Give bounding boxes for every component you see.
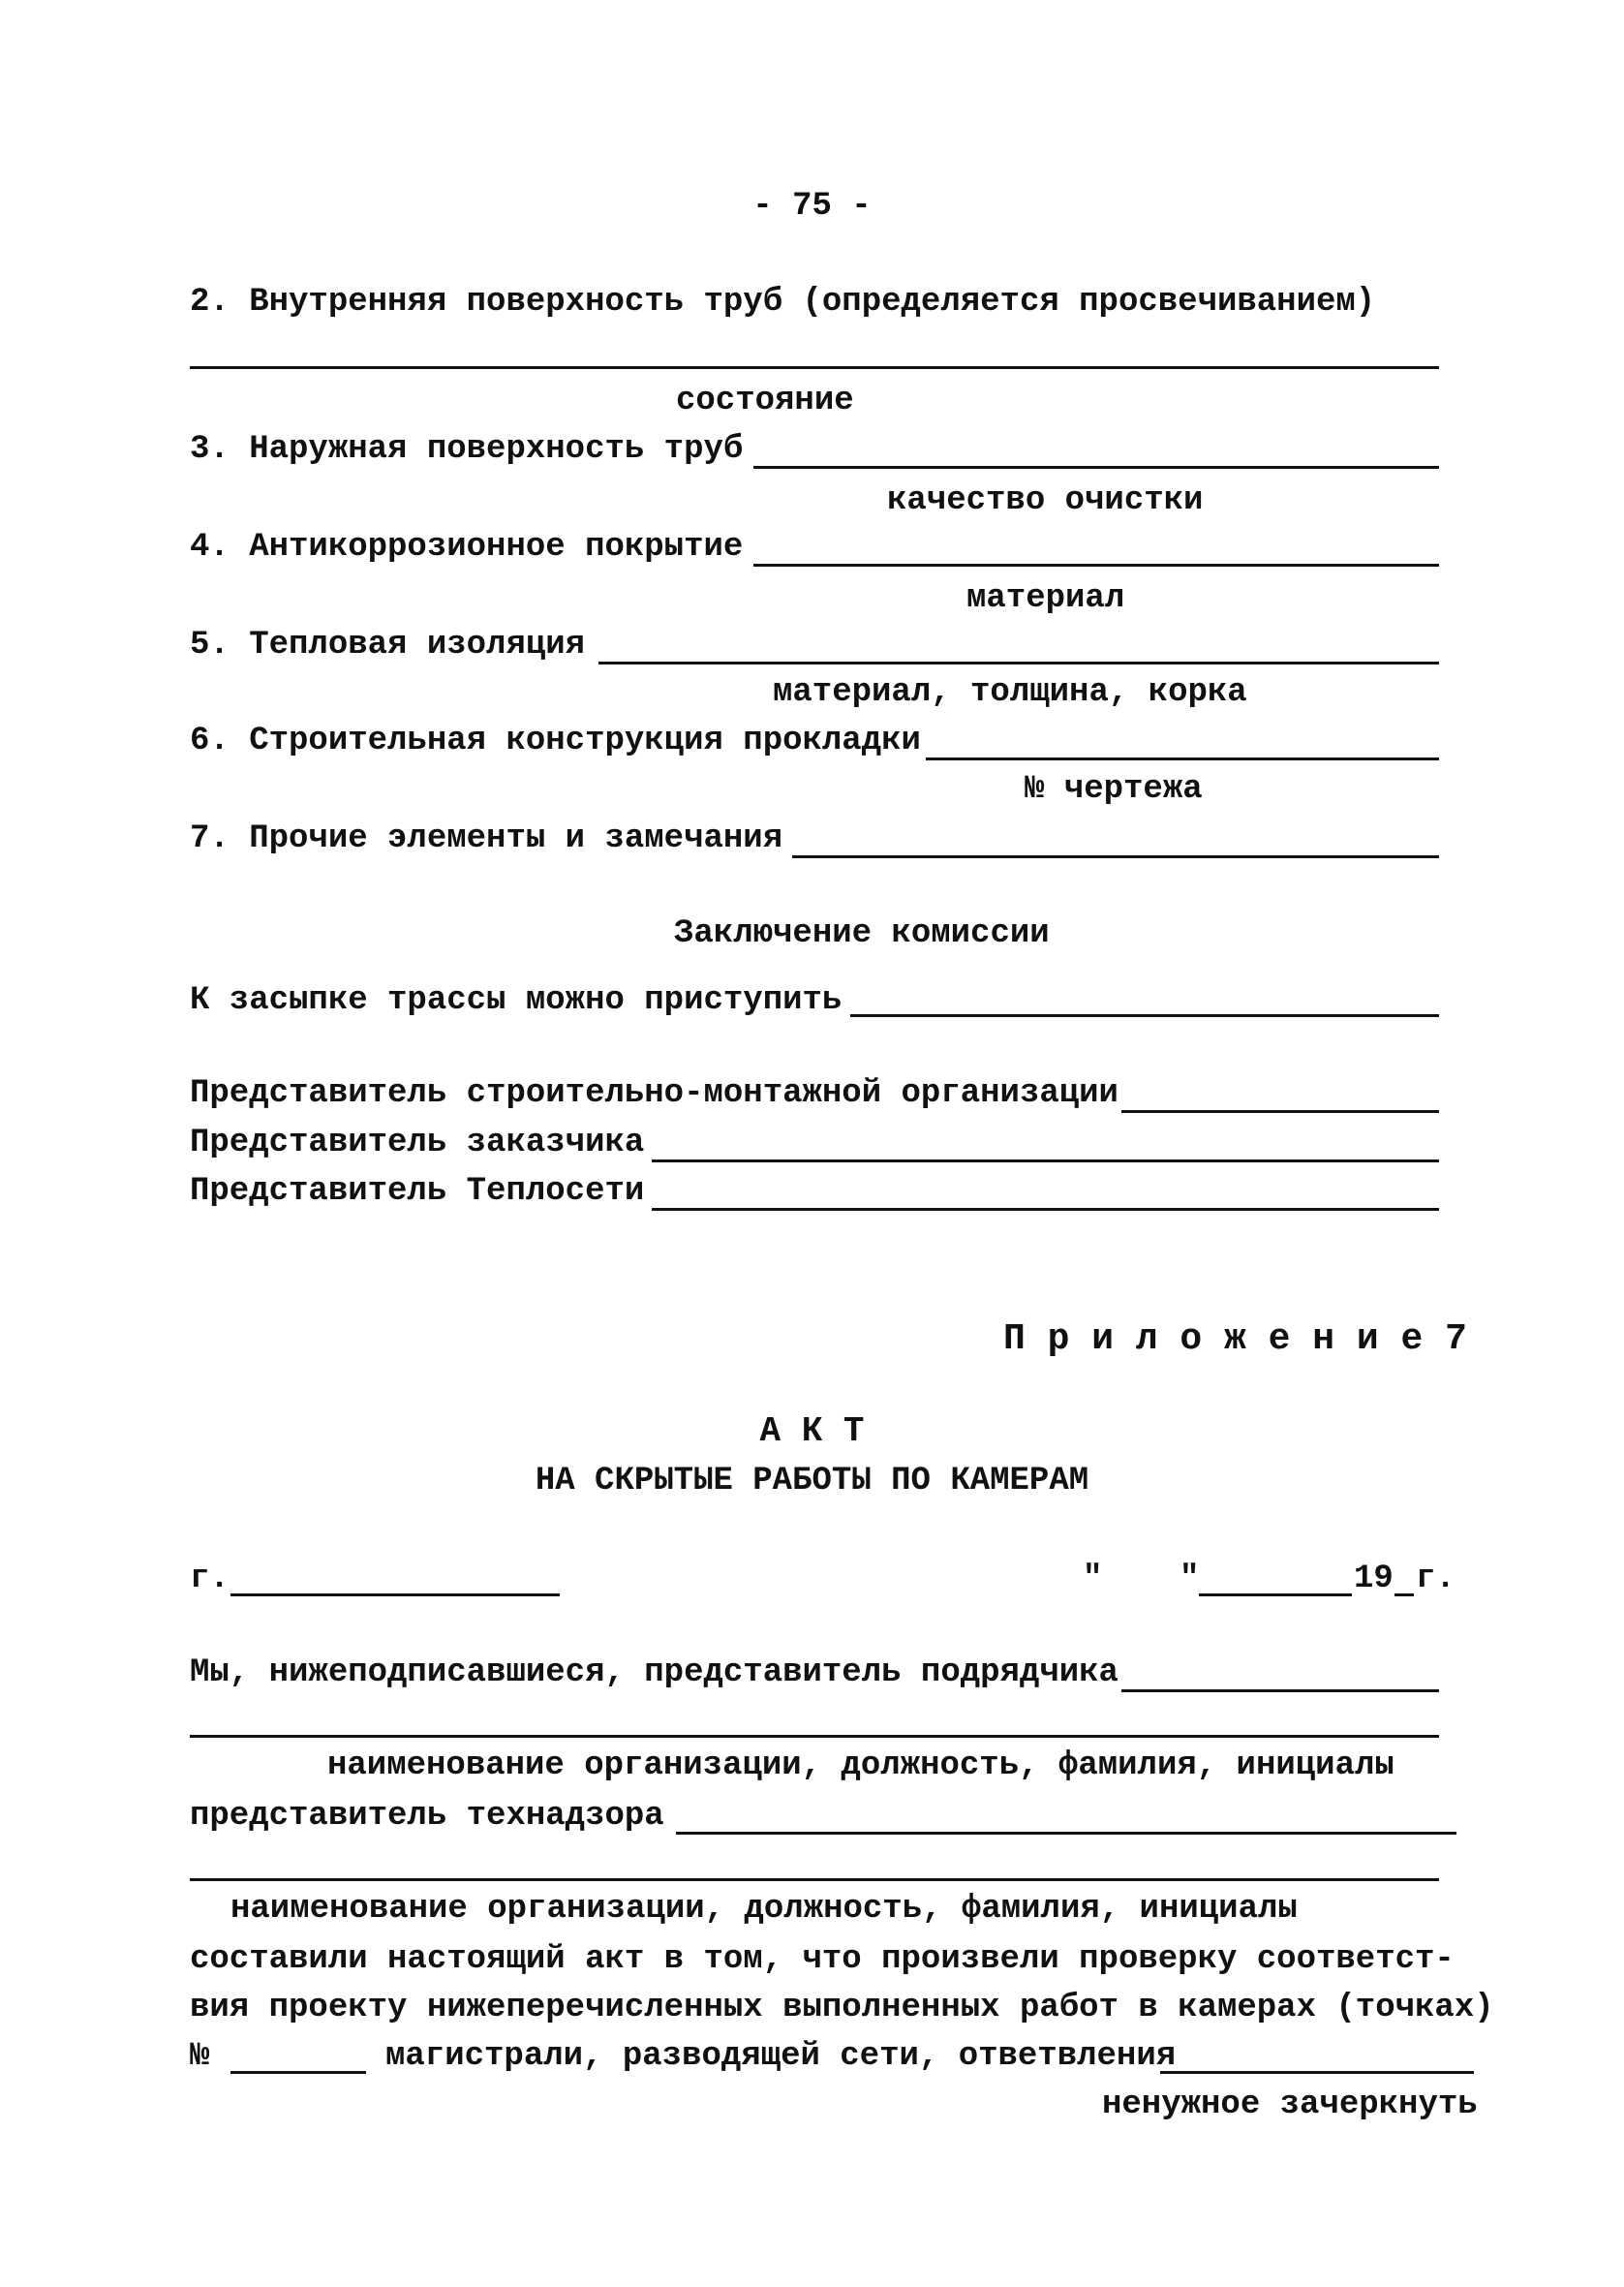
item-4-blank[interactable] xyxy=(753,564,1439,567)
caption-material: материал xyxy=(966,580,1125,617)
caption-org-1: наименование организации, должность, фамилия, инициалы xyxy=(327,1747,1394,1784)
contractor-blank-2[interactable] xyxy=(190,1735,1439,1738)
rep-heating-label: Представитель Теплосети xyxy=(190,1173,645,1210)
caption-drawing-no: № чертежа xyxy=(1025,771,1203,808)
date-quote-open: " xyxy=(1083,1561,1103,1597)
tech-supervision-blank-2[interactable] xyxy=(190,1878,1439,1881)
body-line-2: вия проекту нижеперечисленных выполненных работ в камерах (точках) xyxy=(190,1990,1494,2026)
item-3-blank[interactable] xyxy=(753,466,1439,469)
item-5-label: 5. Тепловая изоляция xyxy=(190,627,586,664)
page-number: - 75 - xyxy=(752,188,872,225)
caption-state: состояние xyxy=(676,383,854,419)
item-6-blank[interactable] xyxy=(926,757,1439,760)
item-2-label: 2. Внутренняя поверхность труб (определяется просвечиванием) xyxy=(190,284,1376,321)
year-suffix: г. xyxy=(1416,1561,1455,1597)
year-prefix: 19 xyxy=(1354,1561,1394,1597)
caption-org-2: наименование организации, должность, фамилия, инициалы xyxy=(230,1891,1298,1928)
city-blank[interactable] xyxy=(230,1593,560,1596)
item-7-label: 7. Прочие элементы и замечания xyxy=(190,820,783,857)
backfill-label: К засыпке трассы можно приступить xyxy=(190,982,843,1019)
date-quote-close: " xyxy=(1180,1561,1200,1597)
item-3-label: 3. Наружная поверхность труб xyxy=(190,431,744,468)
year-blank[interactable] xyxy=(1394,1593,1414,1596)
strike-note: ненужное зачеркнуть xyxy=(1102,2086,1478,2123)
rep-construction-label: Представитель строительно-монтажной организации xyxy=(190,1075,1118,1112)
appendix-label: П р и л о ж е н и е 7 xyxy=(1003,1318,1467,1360)
number-sign: № xyxy=(190,2038,210,2075)
tech-supervision-blank-1[interactable] xyxy=(676,1832,1456,1835)
body-line-1: составили настоящий акт в том, что произвели проверку соответст- xyxy=(190,1941,1455,1978)
we-undersigned-label: Мы, нижеподписавшиеся, представитель подрядчика xyxy=(190,1654,1118,1691)
chamber-number-blank[interactable] xyxy=(230,2071,366,2074)
rep-customer-blank[interactable] xyxy=(652,1159,1439,1162)
contractor-blank-1[interactable] xyxy=(1121,1689,1439,1692)
tech-supervision-label: представитель технадзора xyxy=(190,1798,664,1835)
conclusion-heading: Заключение комиссии xyxy=(674,915,1050,952)
network-types-label: магистрали, разводящей сети, ответвления xyxy=(385,2038,1177,2075)
rep-heating-blank[interactable] xyxy=(652,1208,1439,1211)
month-blank[interactable] xyxy=(1199,1593,1352,1596)
item-6-label: 6. Строительная конструкция прокладки xyxy=(190,723,921,759)
city-prefix: г. xyxy=(190,1561,230,1597)
item-7-blank[interactable] xyxy=(792,855,1439,858)
act-title: А К Т xyxy=(759,1411,865,1451)
item-2-blank[interactable] xyxy=(190,366,1439,369)
rep-customer-label: Представитель заказчика xyxy=(190,1125,645,1161)
network-types-blank[interactable] xyxy=(1160,2071,1474,2074)
item-4-label: 4. Антикоррозионное покрытие xyxy=(190,529,744,566)
caption-material-thickness: материал, толщина, корка xyxy=(773,674,1247,711)
act-subtitle: НА СКРЫТЫЕ РАБОТЫ ПО КАМЕРАМ xyxy=(535,1463,1089,1499)
rep-construction-blank[interactable] xyxy=(1121,1110,1439,1113)
caption-cleaning: качество очистки xyxy=(887,482,1204,519)
item-5-blank[interactable] xyxy=(598,662,1439,664)
backfill-blank[interactable] xyxy=(850,1014,1439,1017)
